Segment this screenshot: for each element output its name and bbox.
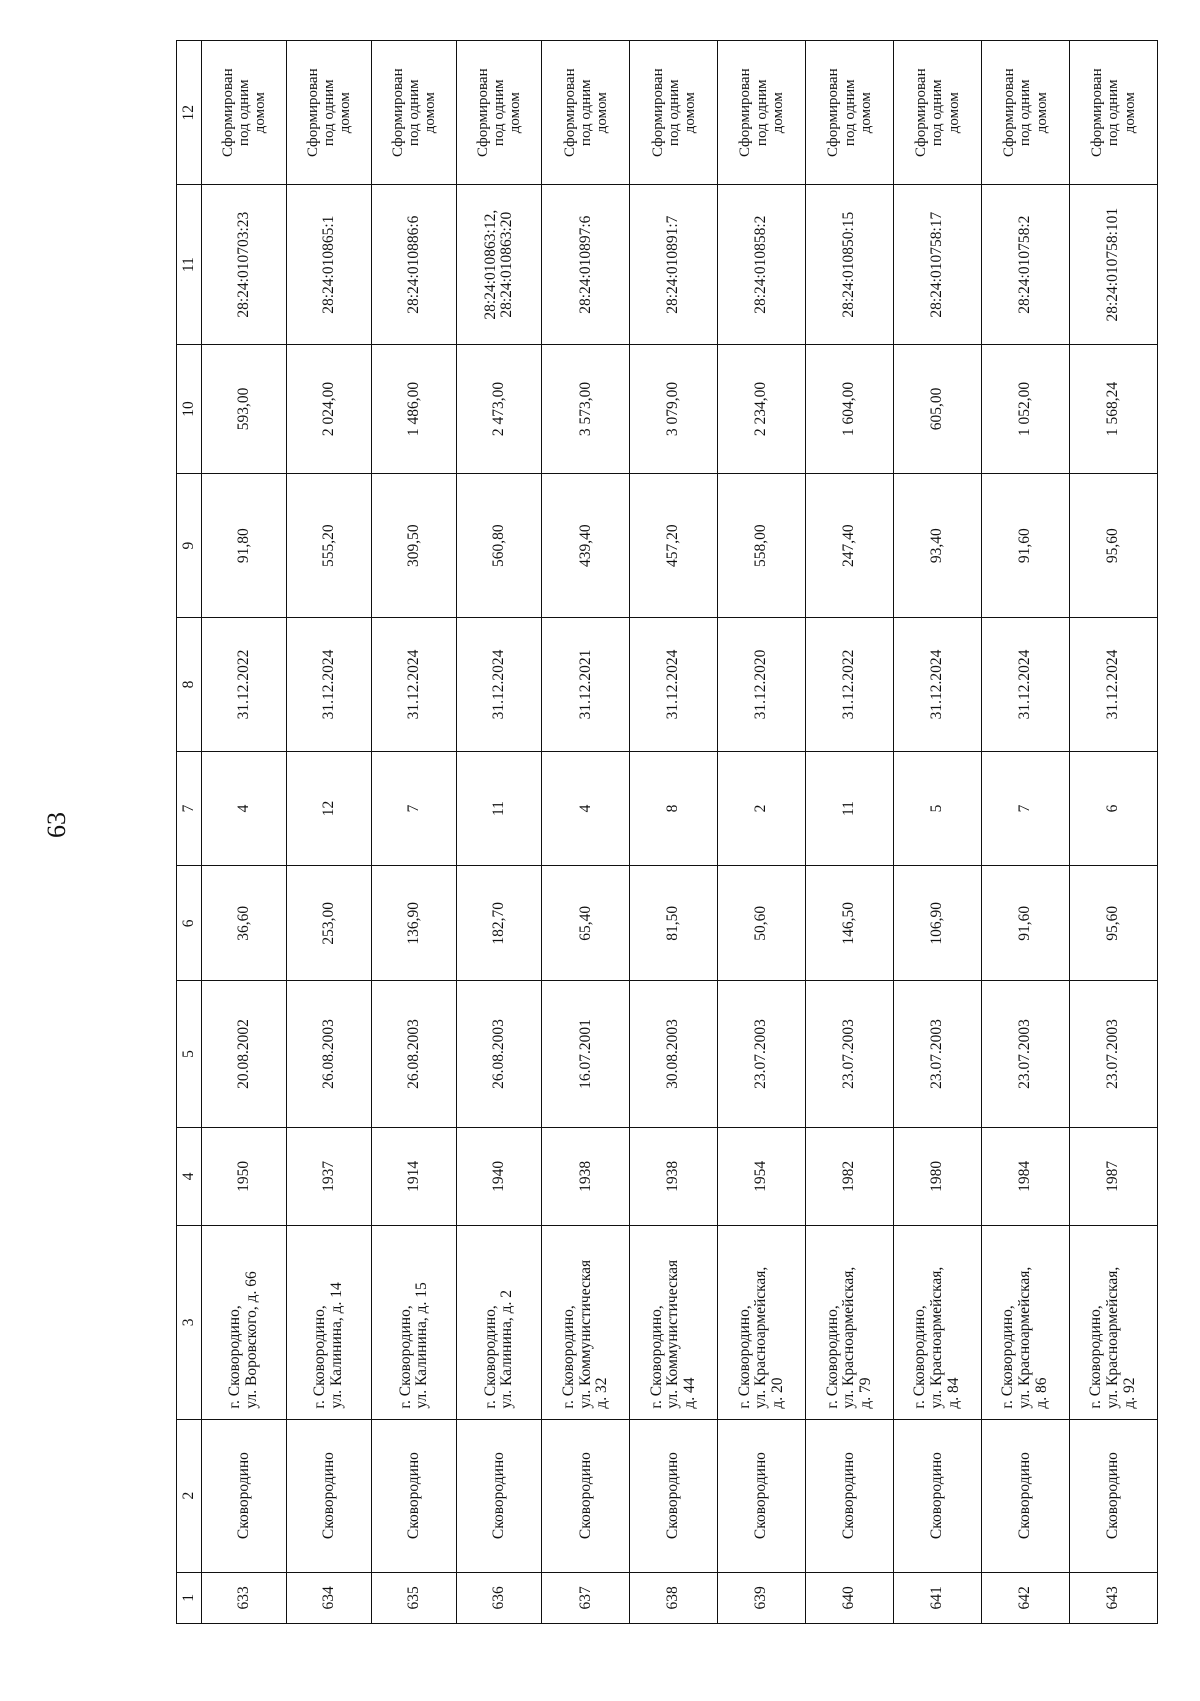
table-cell: 23.07.2003 bbox=[718, 981, 806, 1127]
table-cell: 635 bbox=[372, 1572, 457, 1623]
table-cell: Сковородино bbox=[894, 1419, 982, 1572]
table-cell: 28:24:010758:101 bbox=[1069, 185, 1157, 345]
column-header: 4 bbox=[177, 1127, 202, 1225]
table-cell: 182,70 bbox=[457, 866, 542, 981]
table-cell: г. Сковородино, ул. Калинина, д. 2 bbox=[457, 1226, 542, 1420]
table-cell: 26.08.2003 bbox=[287, 981, 372, 1127]
table-cell: 31.12.2024 bbox=[894, 618, 982, 751]
table-cell: г. Сковородино, ул. Красноармейская, д. 86 bbox=[982, 1226, 1070, 1420]
table-cell: 560,80 bbox=[457, 473, 542, 617]
table-row bbox=[1069, 41, 1157, 1624]
table-cell: Сформирован под одним домом bbox=[630, 41, 718, 185]
table-cell: Сформирован под одним домом bbox=[287, 41, 372, 185]
table-cell: 31.12.2024 bbox=[630, 618, 718, 751]
table-cell: 642 bbox=[982, 1572, 1070, 1623]
table-cell: 36,60 bbox=[202, 866, 287, 981]
table-cell: Сковородино bbox=[542, 1419, 630, 1572]
table-cell: 1 568,24 bbox=[1069, 344, 1157, 473]
table-cell: Сковородино bbox=[202, 1419, 287, 1572]
table-cell: 1980 bbox=[894, 1127, 982, 1225]
table-cell: 30.08.2003 bbox=[630, 981, 718, 1127]
table-cell: 95,60 bbox=[1069, 473, 1157, 617]
table-cell: 641 bbox=[894, 1572, 982, 1623]
table-cell: 91,80 bbox=[202, 473, 287, 617]
table-cell: 11 bbox=[457, 751, 542, 866]
table-cell: г. Сковородино, ул. Красноармейская, д. 84 bbox=[894, 1226, 982, 1420]
table-cell: г. Сковородино, ул. Калинина, д. 14 bbox=[287, 1226, 372, 1420]
table-cell: 1 486,00 bbox=[372, 344, 457, 473]
column-header: 5 bbox=[177, 981, 202, 1127]
table-cell: 4 bbox=[202, 751, 287, 866]
table-cell: 31.12.2021 bbox=[542, 618, 630, 751]
table-cell: 3 079,00 bbox=[630, 344, 718, 473]
table-cell: 1950 bbox=[202, 1127, 287, 1225]
table-cell: 81,50 bbox=[630, 866, 718, 981]
table-cell: 26.08.2003 bbox=[457, 981, 542, 1127]
table-cell: 12 bbox=[287, 751, 372, 866]
table-cell: 31.12.2020 bbox=[718, 618, 806, 751]
table-cell: г. Сковородино, ул. Калинина, д. 15 bbox=[372, 1226, 457, 1420]
table-cell: 636 bbox=[457, 1572, 542, 1623]
table-cell: 31.12.2024 bbox=[457, 618, 542, 751]
table-cell: 637 bbox=[542, 1572, 630, 1623]
table-cell: 1 604,00 bbox=[806, 344, 894, 473]
table-cell: 2 024,00 bbox=[287, 344, 372, 473]
table-cell: 31.12.2024 bbox=[287, 618, 372, 751]
table-cell: Сформирован под одним домом bbox=[202, 41, 287, 185]
table-cell: 23.07.2003 bbox=[806, 981, 894, 1127]
table-cell: 605,00 bbox=[894, 344, 982, 473]
table-cell: 28:24:010897:6 bbox=[542, 185, 630, 345]
table-cell: 1984 bbox=[982, 1127, 1070, 1225]
table-row bbox=[457, 41, 542, 1624]
table-cell: 31.12.2024 bbox=[982, 618, 1070, 751]
table-cell: 1937 bbox=[287, 1127, 372, 1225]
table-cell: 28:24:010703:23 bbox=[202, 185, 287, 345]
header-row bbox=[177, 41, 202, 1624]
table-cell: 1940 bbox=[457, 1127, 542, 1225]
column-header: 10 bbox=[177, 344, 202, 473]
table-cell: Сформирован под одним домом bbox=[542, 41, 630, 185]
table-row bbox=[718, 41, 806, 1624]
table-cell: Сформирован под одним домом bbox=[1069, 41, 1157, 185]
table-body bbox=[202, 41, 1158, 1624]
table-cell: 91,60 bbox=[982, 866, 1070, 981]
table-cell: Сформирован под одним домом bbox=[894, 41, 982, 185]
table-cell: 146,50 bbox=[806, 866, 894, 981]
table-cell: Сформирован под одним домом bbox=[982, 41, 1070, 185]
table-cell: 640 bbox=[806, 1572, 894, 1623]
table-cell: 31.12.2022 bbox=[202, 618, 287, 751]
table-cell: г. Сковородино, ул. Красноармейская, д. 92 bbox=[1069, 1226, 1157, 1420]
column-header: 8 bbox=[177, 618, 202, 751]
table-cell: 6 bbox=[1069, 751, 1157, 866]
table-row bbox=[372, 41, 457, 1624]
table-cell: 7 bbox=[372, 751, 457, 866]
table-cell: 1987 bbox=[1069, 1127, 1157, 1225]
table-cell: Сковородино bbox=[372, 1419, 457, 1572]
table-cell: 439,40 bbox=[542, 473, 630, 617]
column-header: 1 bbox=[177, 1572, 202, 1623]
column-header: 6 bbox=[177, 866, 202, 981]
table-cell: 23.07.2003 bbox=[982, 981, 1070, 1127]
table-cell: Сковородино bbox=[718, 1419, 806, 1572]
table-cell: 253,00 bbox=[287, 866, 372, 981]
table-cell: г. Сковородино, ул. Красноармейская, д. 20 bbox=[718, 1226, 806, 1420]
table-cell: Сформирован под одним домом bbox=[457, 41, 542, 185]
table-cell: 309,50 bbox=[372, 473, 457, 617]
table-cell: 1982 bbox=[806, 1127, 894, 1225]
table-cell: 11 bbox=[806, 751, 894, 866]
table-cell: 1938 bbox=[630, 1127, 718, 1225]
table-cell: 28:24:010863:12, 28:24:010863:20 bbox=[457, 185, 542, 345]
table-cell: Сформирован под одним домом bbox=[718, 41, 806, 185]
table-cell: 28:24:010886:6 bbox=[372, 185, 457, 345]
table-cell: 28:24:010758:2 bbox=[982, 185, 1070, 345]
table-cell: Сковородино bbox=[806, 1419, 894, 1572]
table-cell: 91,60 bbox=[982, 473, 1070, 617]
table-cell: 65,40 bbox=[542, 866, 630, 981]
table-cell: 4 bbox=[542, 751, 630, 866]
table-row bbox=[982, 41, 1070, 1624]
table-cell: 28:24:010865:1 bbox=[287, 185, 372, 345]
column-header: 12 bbox=[177, 41, 202, 185]
table-cell: 23.07.2003 bbox=[894, 981, 982, 1127]
table-cell: 31.12.2024 bbox=[1069, 618, 1157, 751]
table-cell: 16.07.2001 bbox=[542, 981, 630, 1127]
table-cell: Сковородино bbox=[982, 1419, 1070, 1572]
table-row bbox=[542, 41, 630, 1624]
table-cell: 20.08.2002 bbox=[202, 981, 287, 1127]
table-cell: 136,90 bbox=[372, 866, 457, 981]
table-cell: 638 bbox=[630, 1572, 718, 1623]
table-cell: 28:24:010758:17 bbox=[894, 185, 982, 345]
table-cell: 634 bbox=[287, 1572, 372, 1623]
table-cell: 639 bbox=[718, 1572, 806, 1623]
table-row bbox=[630, 41, 718, 1624]
table-cell: 106,90 bbox=[894, 866, 982, 981]
rotated-table-container bbox=[176, 40, 1158, 1624]
table-cell: 1954 bbox=[718, 1127, 806, 1225]
table-cell: 3 573,00 bbox=[542, 344, 630, 473]
table-cell: Сковородино bbox=[630, 1419, 718, 1572]
housing-table bbox=[176, 40, 1158, 1624]
table-cell: Сформирован под одним домом bbox=[372, 41, 457, 185]
table-row bbox=[894, 41, 982, 1624]
table-cell: 26.08.2003 bbox=[372, 981, 457, 1127]
table-cell: 555,20 bbox=[287, 473, 372, 617]
table-cell: 50,60 bbox=[718, 866, 806, 981]
table-cell: 593,00 bbox=[202, 344, 287, 473]
table-cell: 28:24:010858:2 bbox=[718, 185, 806, 345]
table-cell: г. Сковородино, ул. Воровского, д. 66 bbox=[202, 1226, 287, 1420]
table-cell: 247,40 bbox=[806, 473, 894, 617]
table-cell: 93,40 bbox=[894, 473, 982, 617]
column-header: 7 bbox=[177, 751, 202, 866]
table-cell: 8 bbox=[630, 751, 718, 866]
column-header: 11 bbox=[177, 185, 202, 345]
table-cell: 1938 bbox=[542, 1127, 630, 1225]
table-cell: 1914 bbox=[372, 1127, 457, 1225]
table-cell: 2 234,00 bbox=[718, 344, 806, 473]
table-cell: г. Сковородино, ул. Коммунистическая д. 32 bbox=[542, 1226, 630, 1420]
table-cell: 643 bbox=[1069, 1572, 1157, 1623]
table-row bbox=[287, 41, 372, 1624]
table-cell: Сковородино bbox=[287, 1419, 372, 1572]
table-cell: Сковородино bbox=[457, 1419, 542, 1572]
table-cell: Сковородино bbox=[1069, 1419, 1157, 1572]
table-cell: Сформирован под одним домом bbox=[806, 41, 894, 185]
table-cell: г. Сковородино, ул. Красноармейская, д. 79 bbox=[806, 1226, 894, 1420]
table-cell: г. Сковородино, ул. Коммунистическая д. 44 bbox=[630, 1226, 718, 1420]
table-cell: 5 bbox=[894, 751, 982, 866]
table-cell: 28:24:010850:15 bbox=[806, 185, 894, 345]
column-header: 9 bbox=[177, 473, 202, 617]
table-cell: 2 bbox=[718, 751, 806, 866]
column-header: 2 bbox=[177, 1419, 202, 1572]
table-cell: 457,20 bbox=[630, 473, 718, 617]
page-number: 63 bbox=[42, 812, 71, 838]
column-header: 3 bbox=[177, 1226, 202, 1420]
table-cell: 2 473,00 bbox=[457, 344, 542, 473]
table-cell: 7 bbox=[982, 751, 1070, 866]
table-cell: 95,60 bbox=[1069, 866, 1157, 981]
table-row bbox=[806, 41, 894, 1624]
table-cell: 28:24:010891:7 bbox=[630, 185, 718, 345]
table-cell: 31.12.2024 bbox=[372, 618, 457, 751]
table-cell: 23.07.2003 bbox=[1069, 981, 1157, 1127]
table-row bbox=[202, 41, 287, 1624]
table-cell: 558,00 bbox=[718, 473, 806, 617]
table-cell: 31.12.2022 bbox=[806, 618, 894, 751]
table-cell: 1 052,00 bbox=[982, 344, 1070, 473]
table-cell: 633 bbox=[202, 1572, 287, 1623]
